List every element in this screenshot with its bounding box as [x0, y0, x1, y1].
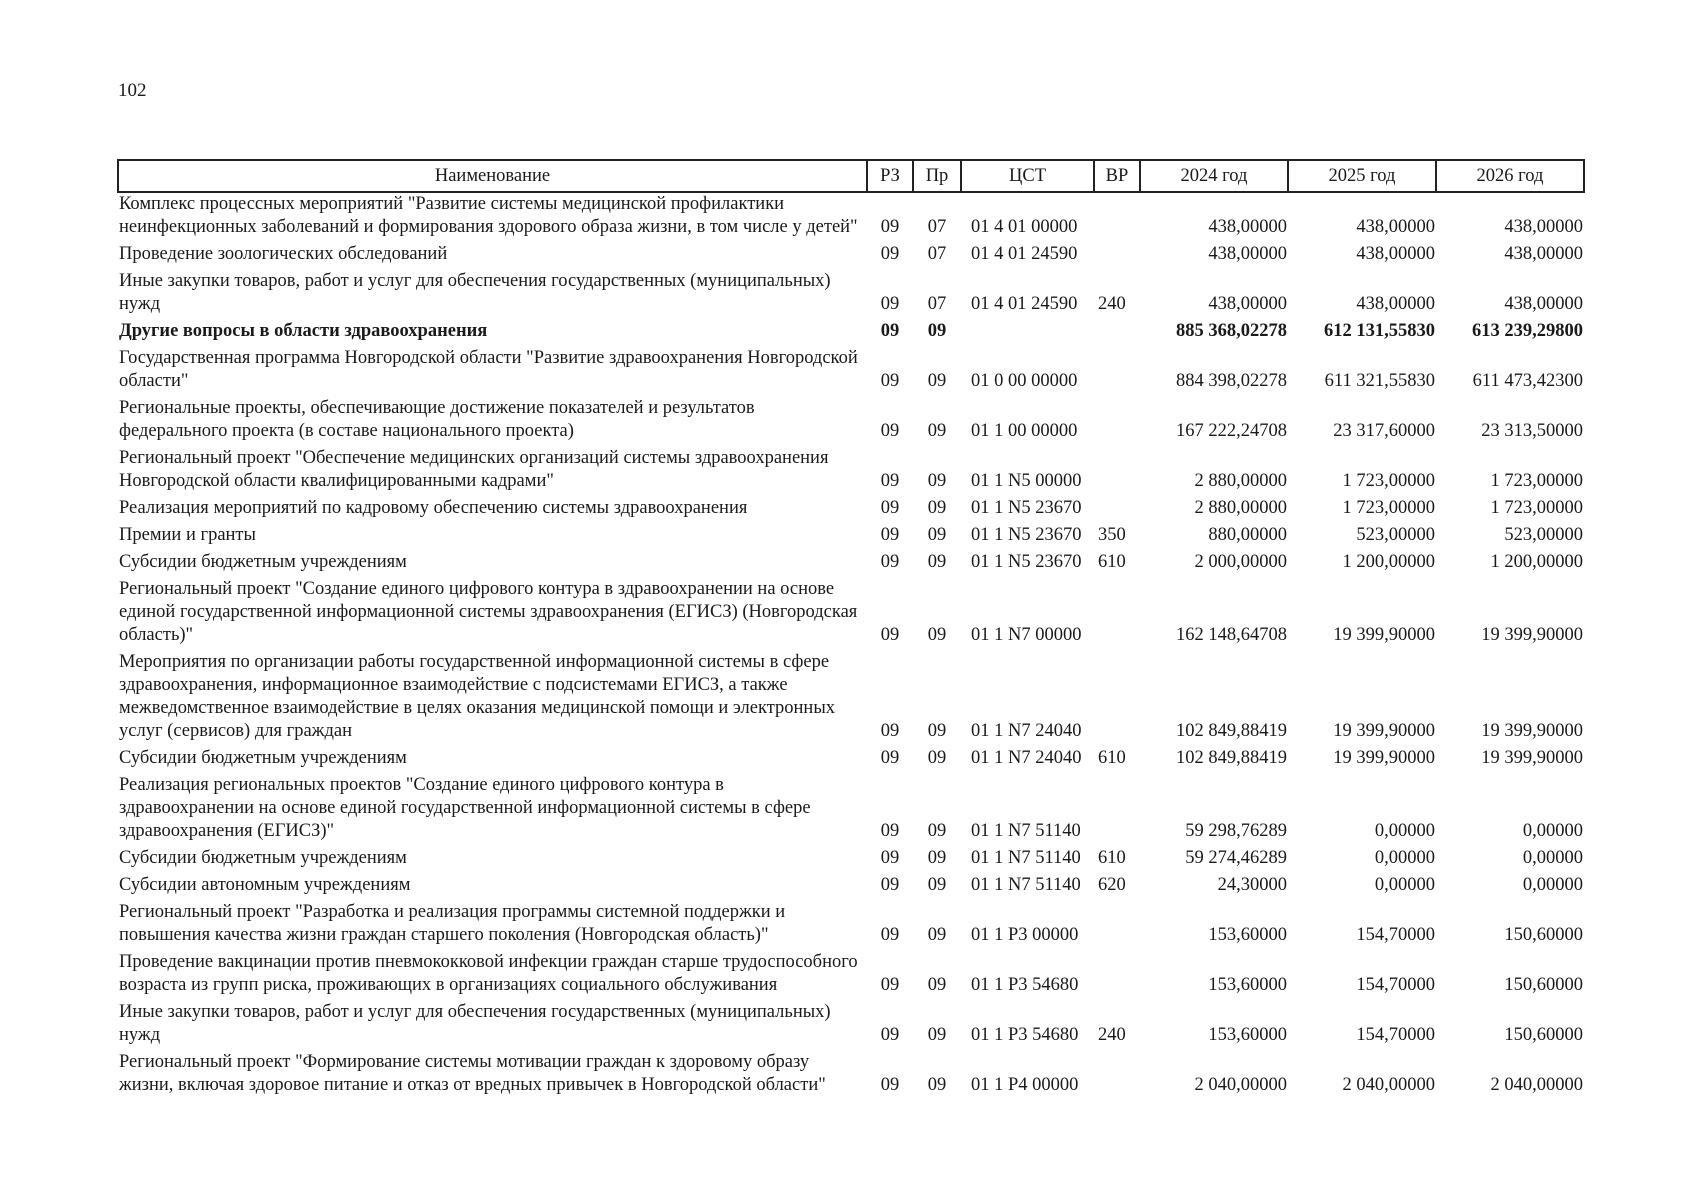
cell-2024: 438,00000	[1208, 244, 1287, 264]
cell-2026: 613 239,29800	[1472, 321, 1583, 341]
header-2026: 2026 год	[1436, 160, 1584, 192]
table-row	[118, 192, 1584, 243]
cell-cst: 01 1 N5 23670	[971, 552, 1082, 572]
cell-2024: 153,60000	[1208, 1025, 1287, 1045]
cell-pr: 09	[927, 925, 947, 945]
cell-2026: 19 399,90000	[1481, 748, 1583, 768]
cell-2024: 167 222,24708	[1176, 421, 1287, 441]
cell-rz: 09	[880, 371, 900, 391]
table-row	[118, 243, 1584, 270]
cell-cst: 01 1 N7 24040	[971, 748, 1082, 768]
cell-2026: 1 723,00000	[1490, 498, 1583, 518]
cell-pr: 09	[927, 371, 947, 391]
cell-rz: 09	[880, 625, 900, 645]
cell-2026: 0,00000	[1522, 875, 1583, 895]
cell-vr	[1094, 192, 1140, 243]
cell-2026: 0,00000	[1522, 848, 1583, 868]
cell-2025: 1 200,00000	[1342, 552, 1435, 572]
cell-rz: 09	[880, 821, 900, 841]
cell-2025: 0,00000	[1374, 848, 1435, 868]
cell-cst: 01 1 P3 00000	[971, 925, 1079, 945]
cell-rz: 09	[880, 525, 900, 545]
cell-cst: 01 1 00 00000	[971, 421, 1078, 441]
cell-rz: 09	[880, 975, 900, 995]
header-2024: 2024 год	[1140, 160, 1288, 192]
table-row	[118, 951, 1584, 1001]
cell-2024: 153,60000	[1208, 975, 1287, 995]
cell-rz: 09	[880, 1025, 900, 1045]
cell-name: Субсидии бюджетным учреждениям	[119, 552, 407, 572]
cell-vr	[1094, 951, 1140, 1001]
table-row	[118, 901, 1584, 951]
cell-name: Субсидии бюджетным учреждениям	[119, 748, 407, 768]
cell-2025: 154,70000	[1356, 1025, 1435, 1045]
cell-cst: 01 1 P3 54680	[971, 975, 1079, 995]
cell-vr: 620	[1098, 875, 1126, 895]
cell-vr	[1094, 651, 1140, 747]
cell-2025: 2 040,00000	[1342, 1075, 1435, 1095]
cell-cst: 01 1 N7 24040	[971, 721, 1082, 741]
cell-cst: 01 4 01 24590	[971, 244, 1078, 264]
cell-2026: 2 040,00000	[1490, 1075, 1583, 1095]
cell-name: Мероприятия по организации работы государственной информационной системы в сфере здравоохранения, информационное взаимодействие с подсистемами ЕГИСЗ, а также межведомственное взаимодействие в целях оказания медицинской помощи и электронных услуг (сервисов) для граждан	[119, 652, 835, 741]
cell-rz: 09	[880, 848, 900, 868]
cell-vr	[1094, 578, 1140, 651]
table-row	[118, 578, 1584, 651]
cell-2025: 1 723,00000	[1342, 471, 1435, 491]
table-row	[118, 874, 1584, 901]
cell-2025: 611 321,55830	[1324, 371, 1435, 391]
cell-2026: 150,60000	[1504, 1025, 1583, 1045]
cell-2024: 59 274,46289	[1185, 848, 1287, 868]
cell-name: Государственная программа Новгородской области "Развитие здравоохранения Новгородской области"	[119, 348, 858, 391]
cell-2024: 880,00000	[1208, 525, 1287, 545]
cell-2024: 153,60000	[1208, 925, 1287, 945]
cell-2025: 0,00000	[1374, 821, 1435, 841]
cell-rz: 09	[880, 721, 900, 741]
table-row	[118, 1051, 1584, 1101]
cell-name: Субсидии автономным учреждениям	[119, 875, 411, 895]
cell-vr	[1094, 901, 1140, 951]
cell-2026: 150,60000	[1504, 975, 1583, 995]
cell-name: Премии и гранты	[119, 525, 256, 545]
table-row	[118, 847, 1584, 874]
cell-2025: 23 317,60000	[1333, 421, 1435, 441]
cell-2024: 102 849,88419	[1176, 748, 1287, 768]
cell-2025: 154,70000	[1356, 975, 1435, 995]
cell-rz: 09	[880, 321, 900, 341]
cell-pr: 09	[927, 625, 947, 645]
cell-2026: 1 723,00000	[1490, 471, 1583, 491]
cell-rz: 09	[880, 1075, 900, 1095]
cell-pr: 09	[927, 1075, 947, 1095]
cell-2026: 438,00000	[1504, 217, 1583, 237]
cell-2025: 154,70000	[1356, 925, 1435, 945]
cell-2026: 523,00000	[1504, 525, 1583, 545]
cell-2025: 523,00000	[1356, 525, 1435, 545]
cell-2025: 19 399,90000	[1333, 721, 1435, 741]
cell-2024: 24,30000	[1217, 875, 1287, 895]
cell-vr: 240	[1098, 294, 1126, 314]
cell-name: Региональный проект "Разработка и реализация программы системной поддержки и повышения качества жизни граждан старшего поколения (Новгородская область)"	[119, 902, 786, 945]
cell-vr: 610	[1098, 848, 1126, 868]
table-row	[118, 497, 1584, 524]
cell-cst: 01 4 01 24590	[971, 294, 1078, 314]
cell-cst: 01 1 P4 00000	[971, 1075, 1079, 1095]
cell-name: Комплекс процессных мероприятий "Развитие системы медицинской профилактики неинфекционных заболеваний и формирования здорового образа жизни, в том числе у детей"	[119, 194, 858, 237]
cell-2024: 2 000,00000	[1194, 552, 1287, 572]
cell-pr: 09	[927, 875, 947, 895]
cell-2024: 2 880,00000	[1194, 498, 1287, 518]
cell-name: Проведение вакцинации против пневмококковой инфекции граждан старше трудоспособного возраста из групп риска, проживающих в организациях социального обслуживания	[119, 952, 858, 995]
cell-rz: 09	[880, 244, 900, 264]
cell-2025: 612 131,55830	[1324, 321, 1435, 341]
cell-cst: 01 1 P3 54680	[971, 1025, 1079, 1045]
cell-rz: 09	[880, 748, 900, 768]
cell-rz: 09	[880, 217, 900, 237]
cell-2024: 59 298,76289	[1185, 821, 1287, 841]
cell-2026: 19 399,90000	[1481, 625, 1583, 645]
cell-name: Другие вопросы в области здравоохранения	[119, 321, 488, 341]
header-row	[118, 160, 1584, 192]
cell-name: Иные закупки товаров, работ и услуг для обеспечения государственных (муниципальных) нужд	[119, 271, 831, 314]
table-row	[118, 320, 1584, 347]
cell-vr: 240	[1098, 1025, 1126, 1045]
cell-2024: 885 368,02278	[1176, 321, 1287, 341]
header-cst: ЦСТ	[961, 160, 1094, 192]
cell-2026: 438,00000	[1504, 294, 1583, 314]
cell-name: Проведение зоологических обследований	[119, 244, 448, 264]
table-row	[118, 651, 1584, 747]
cell-2024: 2 040,00000	[1194, 1075, 1287, 1095]
cell-name: Региональный проект "Формирование системы мотивации граждан к здоровому образу жизни, включая здоровое питание и отказ от вредных привычек в Новгородской области"	[119, 1052, 826, 1095]
cell-cst: 01 1 N5 23670	[971, 525, 1082, 545]
cell-cst: 01 1 N7 51140	[971, 848, 1081, 868]
cell-pr: 09	[927, 975, 947, 995]
cell-pr: 07	[927, 244, 947, 264]
cell-2026: 23 313,50000	[1481, 421, 1583, 441]
table-header	[118, 160, 1584, 192]
cell-2024: 162 148,64708	[1176, 625, 1287, 645]
cell-name: Реализация региональных проектов "Создание единого цифрового контура в здравоохранении на основе единой государственной информационной системы в сфере здравоохранения (ЕГИСЗ)"	[119, 775, 811, 841]
cell-rz: 09	[880, 925, 900, 945]
cell-pr: 09	[927, 498, 947, 518]
cell-cst: 01 1 N7 00000	[971, 625, 1082, 645]
cell-cst: 01 1 N5 00000	[971, 471, 1082, 491]
cell-vr	[1094, 447, 1140, 497]
table-row	[118, 397, 1584, 447]
cell-pr: 09	[927, 1025, 947, 1045]
cell-2025: 19 399,90000	[1333, 625, 1435, 645]
cell-name: Субсидии бюджетным учреждениям	[119, 848, 407, 868]
cell-vr	[1094, 347, 1140, 397]
cell-2024: 884 398,02278	[1176, 371, 1287, 391]
cell-cst: 01 0 00 00000	[971, 371, 1078, 391]
cell-2026: 1 200,00000	[1490, 552, 1583, 572]
cell-vr: 350	[1098, 525, 1126, 545]
table-row	[118, 551, 1584, 578]
cell-rz: 09	[880, 552, 900, 572]
cell-pr: 09	[927, 552, 947, 572]
cell-pr: 09	[927, 525, 947, 545]
cell-rz: 09	[880, 498, 900, 518]
cell-vr	[1094, 497, 1140, 524]
cell-2026: 19 399,90000	[1481, 721, 1583, 741]
cell-2026: 611 473,42300	[1472, 371, 1583, 391]
cell-2025: 438,00000	[1356, 294, 1435, 314]
page-number: 102	[118, 80, 147, 101]
cell-name: Региональный проект "Обеспечение медицинских организаций системы здравоохранения Новгородской области квалифицированными кадрами"	[119, 448, 829, 491]
cell-name: Реализация мероприятий по кадровому обеспечению системы здравоохранения	[119, 498, 748, 518]
cell-pr: 09	[927, 848, 947, 868]
table-body	[118, 192, 1584, 1101]
cell-pr: 09	[927, 321, 947, 341]
cell-2024: 2 880,00000	[1194, 471, 1287, 491]
cell-name: Региональные проекты, обеспечивающие достижение показателей и результатов федерального проекта (в составе национального проекта)	[119, 398, 755, 441]
cell-pr: 09	[927, 471, 947, 491]
table-row	[118, 524, 1584, 551]
cell-2026: 0,00000	[1522, 821, 1583, 841]
cell-rz: 09	[880, 471, 900, 491]
table-row	[118, 270, 1584, 320]
cell-cst: 01 1 N7 51140	[971, 875, 1081, 895]
cell-2025: 438,00000	[1356, 244, 1435, 264]
cell-pr: 09	[927, 421, 947, 441]
header-rz: РЗ	[867, 160, 913, 192]
header-name: Наименование	[118, 160, 867, 192]
cell-vr: 610	[1098, 552, 1126, 572]
table-row	[118, 447, 1584, 497]
cell-2025: 19 399,90000	[1333, 748, 1435, 768]
cell-cst: 01 1 N5 23670	[971, 498, 1082, 518]
cell-2024: 438,00000	[1208, 217, 1287, 237]
cell-2024: 438,00000	[1208, 294, 1287, 314]
cell-pr: 09	[927, 821, 947, 841]
cell-cst: 01 1 N7 51140	[971, 821, 1081, 841]
cell-rz: 09	[880, 294, 900, 314]
table-row	[118, 1001, 1584, 1051]
budget-table	[117, 159, 1585, 1101]
cell-pr: 07	[927, 217, 947, 237]
table-row	[118, 747, 1584, 774]
header-2025: 2025 год	[1288, 160, 1436, 192]
cell-2026: 150,60000	[1504, 925, 1583, 945]
cell-name: Региональный проект "Создание единого цифрового контура в здравоохранении на основе единой государственной информационной системы здравоохранения (ЕГИСЗ) (Новгородская область)"	[119, 579, 858, 645]
cell-cst	[961, 320, 1094, 347]
table-row	[118, 347, 1584, 397]
cell-vr	[1094, 243, 1140, 270]
cell-2024: 102 849,88419	[1176, 721, 1287, 741]
cell-2025: 0,00000	[1374, 875, 1435, 895]
cell-2026: 438,00000	[1504, 244, 1583, 264]
cell-cst: 01 4 01 00000	[971, 217, 1078, 237]
cell-pr: 09	[927, 721, 947, 741]
cell-pr: 07	[927, 294, 947, 314]
cell-pr: 09	[927, 748, 947, 768]
cell-vr	[1094, 774, 1140, 847]
header-pr: Пр	[913, 160, 961, 192]
cell-vr	[1094, 320, 1140, 347]
cell-rz: 09	[880, 875, 900, 895]
cell-2025: 438,00000	[1356, 217, 1435, 237]
cell-vr: 610	[1098, 748, 1126, 768]
header-vr: ВР	[1094, 160, 1140, 192]
cell-2025: 1 723,00000	[1342, 498, 1435, 518]
table-row	[118, 774, 1584, 847]
cell-vr	[1094, 1051, 1140, 1101]
cell-vr	[1094, 397, 1140, 447]
cell-name: Иные закупки товаров, работ и услуг для обеспечения государственных (муниципальных) нужд	[119, 1002, 831, 1045]
cell-rz: 09	[880, 421, 900, 441]
